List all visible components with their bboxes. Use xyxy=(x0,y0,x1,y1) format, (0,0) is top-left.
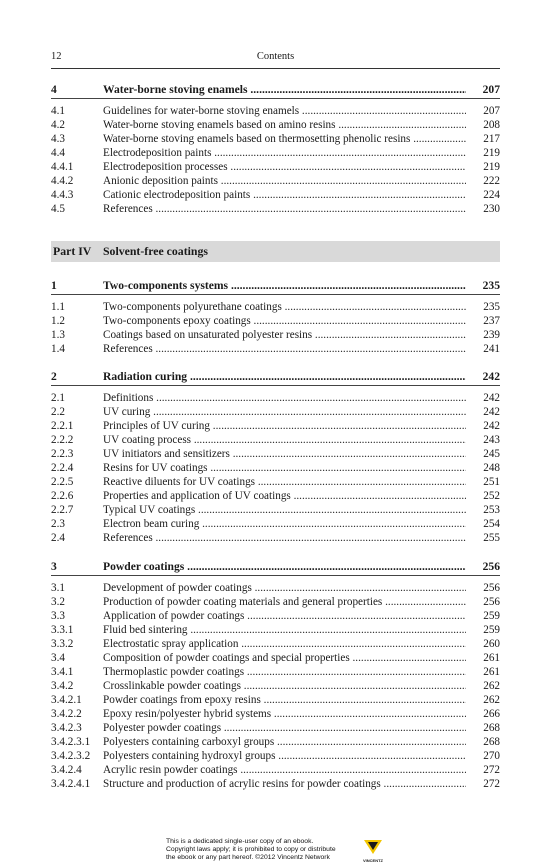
entry-page: 219 xyxy=(483,147,500,159)
entry-page: 207 xyxy=(483,105,500,117)
copyright-line: Copyright laws apply; it is prohibited to copy or distribute xyxy=(166,846,336,853)
entry-number: 2.2.5 xyxy=(51,476,74,488)
entry-title: Electrodeposition processes ..... xyxy=(103,160,466,174)
entry-page: 224 xyxy=(483,189,500,201)
toc-entry[interactable] xyxy=(51,118,500,132)
copyright-line: the ebook or any part hereof. ©2012 Vincentz Network xyxy=(166,854,330,861)
toc-entry[interactable] xyxy=(51,651,500,665)
toc-entry[interactable] xyxy=(51,342,500,356)
entry-title: Electrodeposition paints ..... xyxy=(103,146,466,160)
toc-entry[interactable] xyxy=(51,314,500,328)
entry-page: 237 xyxy=(483,315,500,327)
entry-page: 256 xyxy=(483,582,500,594)
entry-page: 261 xyxy=(483,666,500,678)
entry-title: UV coating process ..... xyxy=(103,433,466,447)
entry-number: 1.1 xyxy=(51,301,65,313)
entry-number: 2.4 xyxy=(51,532,65,544)
entry-title: Crosslinkable powder coatings ..... xyxy=(103,679,466,693)
entry-title: Polyester powder coatings ..... xyxy=(103,721,466,735)
entry-number: 1 xyxy=(51,279,57,292)
entry-title: Electron beam curing ..... xyxy=(103,517,466,531)
toc-entry[interactable] xyxy=(51,104,500,118)
entry-page: 261 xyxy=(483,652,500,664)
entry-number: 3 xyxy=(51,560,57,573)
page-number: 12 xyxy=(51,51,62,62)
entry-number: 3.1 xyxy=(51,582,65,594)
entry-title: Epoxy resin/polyester hybrid systems ..... xyxy=(103,707,466,721)
toc-entry[interactable] xyxy=(51,300,500,314)
entry-title: References ..... xyxy=(103,531,466,545)
entry-page: 242 xyxy=(483,420,500,432)
toc-entry[interactable] xyxy=(51,595,500,609)
entry-page: 262 xyxy=(483,694,500,706)
entry-page: 272 xyxy=(483,778,500,790)
entry-title: Typical UV coatings ..... xyxy=(103,503,466,517)
entry-page: 219 xyxy=(483,161,500,173)
toc-entry[interactable] xyxy=(51,581,500,595)
entry-title: Two-components polyurethane coatings ..... xyxy=(103,300,466,314)
entry-page: 259 xyxy=(483,624,500,636)
entry-page: 252 xyxy=(483,490,500,502)
entry-page: 256 xyxy=(483,596,500,608)
entry-page: 242 xyxy=(482,370,500,383)
entry-number: 3.3.2 xyxy=(51,638,74,650)
copyright-notice xyxy=(166,838,336,862)
toc-entry[interactable] xyxy=(51,188,500,202)
toc-entry[interactable] xyxy=(51,503,500,517)
entry-number: 2.3 xyxy=(51,518,65,530)
toc-entry[interactable] xyxy=(51,160,500,174)
entry-number: 4.3 xyxy=(51,133,65,145)
entry-title: Reactive diluents for UV coatings ..... xyxy=(103,475,466,489)
toc-entry[interactable] xyxy=(51,665,500,679)
chapter-rule xyxy=(51,385,500,386)
toc-entry[interactable] xyxy=(51,328,500,342)
toc-entry[interactable] xyxy=(51,475,500,489)
toc-entry[interactable] xyxy=(51,637,500,651)
header-rule xyxy=(51,68,500,69)
entry-number: 3.4.2.3.2 xyxy=(51,750,91,762)
entry-page: 268 xyxy=(483,736,500,748)
entry-page: 254 xyxy=(483,518,500,530)
entry-page: 235 xyxy=(483,301,500,313)
entry-page: 235 xyxy=(482,279,500,292)
toc-entry[interactable] xyxy=(51,721,500,735)
vincentz-logo xyxy=(362,838,384,864)
entry-page: 245 xyxy=(483,448,500,460)
page-header xyxy=(51,51,500,67)
entry-page: 248 xyxy=(483,462,500,474)
entry-title: Fluid bed sintering ..... xyxy=(103,623,466,637)
entry-title: Water-borne stoving enamels ..... xyxy=(103,83,466,97)
entry-page: 230 xyxy=(483,203,500,215)
entry-number: 3.4.2 xyxy=(51,680,74,692)
entry-number: 2 xyxy=(51,370,57,383)
toc-entry[interactable] xyxy=(51,405,500,419)
entry-page: 242 xyxy=(483,392,500,404)
toc-entry[interactable] xyxy=(51,433,500,447)
entry-title: Acrylic resin powder coatings ..... xyxy=(103,763,466,777)
toc-entry[interactable] xyxy=(51,693,500,707)
chapter-rule xyxy=(51,98,500,99)
chapter-heading[interactable] xyxy=(51,83,500,97)
entry-number: 3.4 xyxy=(51,652,65,664)
copyright-line: This is a dedicated single-user copy of an ebook. xyxy=(166,838,314,845)
entry-page: 243 xyxy=(483,434,500,446)
entry-title: Structure and production of acrylic resins for powder coatings ..... xyxy=(103,777,466,791)
entry-page: 266 xyxy=(483,708,500,720)
entry-number: 4.2 xyxy=(51,119,65,131)
entry-number: 2.2.7 xyxy=(51,504,74,516)
toc-entry[interactable] xyxy=(51,132,500,146)
entry-title: Anionic deposition paints ..... xyxy=(103,174,466,188)
entry-number: 3.4.2.4 xyxy=(51,764,82,776)
page-title: Contents xyxy=(256,51,295,62)
toc-entry[interactable] xyxy=(51,174,500,188)
toc-entry[interactable] xyxy=(51,763,500,777)
entry-title: Thermoplastic powder coatings ..... xyxy=(103,665,466,679)
entry-number: 4.5 xyxy=(51,203,65,215)
entry-number: 3.4.2.3 xyxy=(51,722,82,734)
entry-page: 208 xyxy=(483,119,500,131)
entry-number: 3.4.2.1 xyxy=(51,694,82,706)
toc-entry[interactable] xyxy=(51,461,500,475)
entry-number: 4.4 xyxy=(51,147,65,159)
entry-number: 4.4.1 xyxy=(51,161,74,173)
entry-page: 262 xyxy=(483,680,500,692)
entry-page: 251 xyxy=(483,476,500,488)
logo-text: VINCENTZ xyxy=(363,858,383,863)
entry-page: 253 xyxy=(483,504,500,516)
toc-entry[interactable] xyxy=(51,609,500,623)
toc-entry[interactable] xyxy=(51,447,500,461)
entry-number: 2.2.3 xyxy=(51,448,74,460)
entry-number: 3.2 xyxy=(51,596,65,608)
entry-title: Properties and application of UV coatings ..... xyxy=(103,489,466,503)
toc-entry[interactable] xyxy=(51,419,500,433)
chapter-rule xyxy=(51,294,500,295)
entry-number: 3.4.2.2 xyxy=(51,708,82,720)
entry-title: Polyesters containing carboxyl groups ..... xyxy=(103,735,466,749)
toc-entry[interactable] xyxy=(51,146,500,160)
entry-number: 2.2.1 xyxy=(51,420,74,432)
entry-title: Powder coatings ..... xyxy=(103,560,466,574)
entry-title: Polyesters containing hydroxyl groups ..... xyxy=(103,749,466,763)
entry-number: 3.3 xyxy=(51,610,65,622)
toc-entry[interactable] xyxy=(51,749,500,763)
entry-title: Water-borne stoving enamels based on amino resins ..... xyxy=(103,118,466,132)
part-label: Part IV xyxy=(53,244,92,258)
entry-page: 255 xyxy=(483,532,500,544)
entry-title: Powder coatings from epoxy resins ..... xyxy=(103,693,466,707)
entry-title: Coatings based on unsaturated polyester resins ..... xyxy=(103,328,466,342)
toc-entry[interactable] xyxy=(51,391,500,405)
toc-entry[interactable] xyxy=(51,777,500,791)
toc-entry[interactable] xyxy=(51,489,500,503)
entry-number: 4 xyxy=(51,83,57,96)
entry-title: References ..... xyxy=(103,342,466,356)
entry-page: 268 xyxy=(483,722,500,734)
entry-number: 1.4 xyxy=(51,343,65,355)
entry-title: UV initiators and sensitizers ..... xyxy=(103,447,466,461)
entry-page: 270 xyxy=(483,750,500,762)
entry-title: UV curing ..... xyxy=(103,405,466,419)
entry-number: 1.2 xyxy=(51,315,65,327)
chapter-heading[interactable] xyxy=(51,370,500,384)
entry-page: 217 xyxy=(483,133,500,145)
entry-page: 222 xyxy=(483,175,500,187)
entry-number: 2.2 xyxy=(51,406,65,418)
entry-page: 272 xyxy=(483,764,500,776)
entry-title: Two-components epoxy coatings ..... xyxy=(103,314,466,328)
entry-number: 2.1 xyxy=(51,392,65,404)
entry-title: Definitions ..... xyxy=(103,391,466,405)
entry-page: 241 xyxy=(483,343,500,355)
entry-page: 259 xyxy=(483,610,500,622)
part-heading[interactable] xyxy=(51,241,500,262)
entry-title: Guidelines for water-borne stoving enamels ..... xyxy=(103,104,466,118)
entry-page: 239 xyxy=(483,329,500,341)
entry-number: 3.4.2.3.1 xyxy=(51,736,91,748)
entry-title: Water-borne stoving enamels based on thermosetting phenolic resins ..... xyxy=(103,132,466,146)
entry-title: Principles of UV curing ..... xyxy=(103,419,466,433)
entry-page: 256 xyxy=(482,560,500,573)
entry-number: 1.3 xyxy=(51,329,65,341)
entry-title: Electrostatic spray application ..... xyxy=(103,637,466,651)
entry-title: Application of powder coatings ..... xyxy=(103,609,466,623)
entry-page: 242 xyxy=(483,406,500,418)
entry-title: Two-components systems ..... xyxy=(103,279,466,293)
toc-entry[interactable] xyxy=(51,202,500,216)
part-title: Solvent-free coatings xyxy=(103,244,208,258)
entry-number: 3.4.2.4.1 xyxy=(51,778,91,790)
entry-page: 260 xyxy=(483,638,500,650)
entry-title: Resins for UV coatings ..... xyxy=(103,461,466,475)
entry-title: References ..... xyxy=(103,202,466,216)
entry-number: 4.4.2 xyxy=(51,175,74,187)
chapter-rule xyxy=(51,575,500,576)
toc-entry[interactable] xyxy=(51,517,500,531)
entry-number: 2.2.4 xyxy=(51,462,74,474)
entry-title: Composition of powder coatings and special properties ..... xyxy=(103,651,466,665)
entry-number: 4.1 xyxy=(51,105,65,117)
entry-title: Cationic electrodeposition paints ..... xyxy=(103,188,466,202)
entry-page: 207 xyxy=(482,83,500,96)
toc-entry[interactable] xyxy=(51,531,500,545)
toc-entry[interactable] xyxy=(51,679,500,693)
chapter-heading[interactable] xyxy=(51,560,500,574)
entry-number: 3.4.1 xyxy=(51,666,74,678)
entry-title: Radiation curing ..... xyxy=(103,370,466,384)
chapter-heading[interactable] xyxy=(51,279,500,293)
entry-number: 3.3.1 xyxy=(51,624,74,636)
toc-entry[interactable] xyxy=(51,623,500,637)
entry-number: 4.4.3 xyxy=(51,189,74,201)
entry-title: Production of powder coating materials and general properties ..... xyxy=(103,595,466,609)
entry-number: 2.2.6 xyxy=(51,490,74,502)
toc-entry[interactable] xyxy=(51,735,500,749)
entry-title: Development of powder coatings ..... xyxy=(103,581,466,595)
toc-entry[interactable] xyxy=(51,707,500,721)
entry-number: 2.2.2 xyxy=(51,434,74,446)
